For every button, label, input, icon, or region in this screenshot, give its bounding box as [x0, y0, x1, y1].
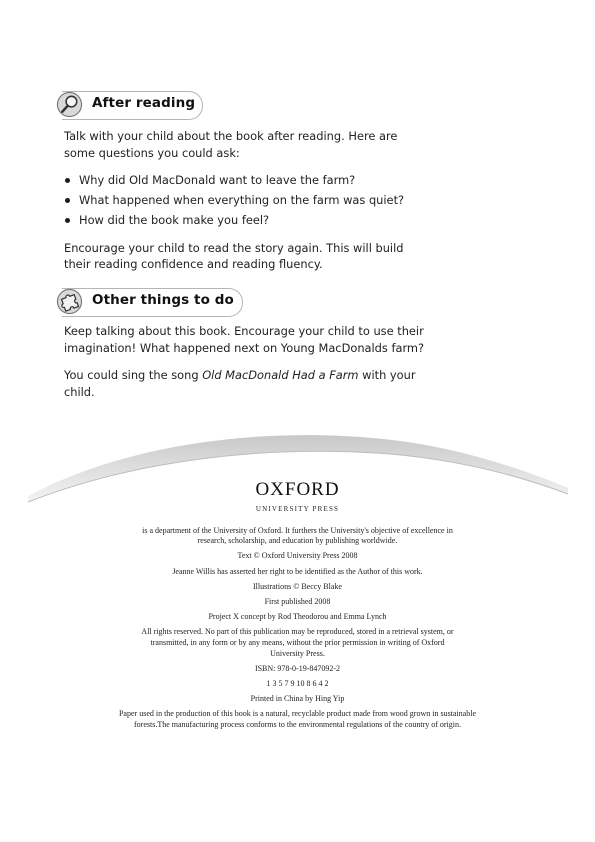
list-item: What happened when everything on the farm was quiet?	[64, 192, 424, 209]
list-item: How did the book make you feel?	[64, 212, 424, 229]
imprint-line: Jeanne Willis has asserted her right to be identified as the Author of this work.	[172, 566, 423, 576]
after-reading-outro: Encourage your child to read the story again. This will build their reading confidence and reading fluency.	[64, 240, 404, 271]
imprint-line: First published 2008	[264, 596, 331, 606]
imprint-line: Illustrations © Beccy Blake	[253, 581, 342, 591]
imprint-line: Text © Oxford University Press 2008	[237, 551, 358, 561]
imprint-line: Project X concept by Rod Theodorou and Emma Lynch	[208, 612, 387, 622]
song-title: Old MacDonald Had a Farm	[202, 368, 359, 382]
after-reading-body	[64, 128, 424, 273]
imprint-line: Printed in China by Hing Yip	[250, 694, 345, 704]
oxford-logo: OXFORD	[255, 479, 340, 500]
puzzle-icon	[56, 288, 83, 315]
other-things-para2: You could sing the song Old MacDonald Had a Farm with your child.	[64, 368, 416, 399]
imprint-line: is a department of the University of Oxford. It furthers the University's objective of excellence in research, scholarship, and education by publishing worldwide.	[142, 525, 453, 546]
other-things-title: Other things to do	[92, 292, 234, 308]
after-reading-title: After reading	[92, 95, 196, 111]
after-reading-header	[62, 91, 203, 120]
list-item: Why did Old MacDonald want to leave the farm?	[64, 172, 424, 189]
imprint-line: Paper used in the production of this book is a natural, recyclable product made from wood grown in sustainable forests.The manufacturing process conforms to the environmental regulations of the country of origin.	[118, 709, 477, 729]
after-reading-intro: Talk with your child about the book after reading. Here are some questions you could ask:	[64, 129, 398, 160]
imprint-line: All rights reserved. No part of this publication may be reproduced, stored in a retrieval system, or transmitted, in any form or by any means, without the prior permission in writing of Oxford University Press.	[141, 627, 454, 658]
other-things-body	[64, 323, 434, 400]
magnifying-glass-icon	[56, 91, 83, 118]
oxford-logo-sub: UNIVERSITY PRESS	[255, 504, 340, 513]
question-list	[64, 172, 424, 229]
imprint-line: ISBN: 978-0-19-847092-2	[254, 663, 341, 673]
imprint-block	[120, 480, 475, 735]
imprint-line: 1 3 5 7 9 10 8 6 4 2	[266, 678, 329, 688]
other-things-header	[62, 288, 243, 317]
other-things-para1: Keep talking about this book. Encourage your child to use their imagination! What happened next on Young MacDonalds farm?	[64, 324, 425, 355]
